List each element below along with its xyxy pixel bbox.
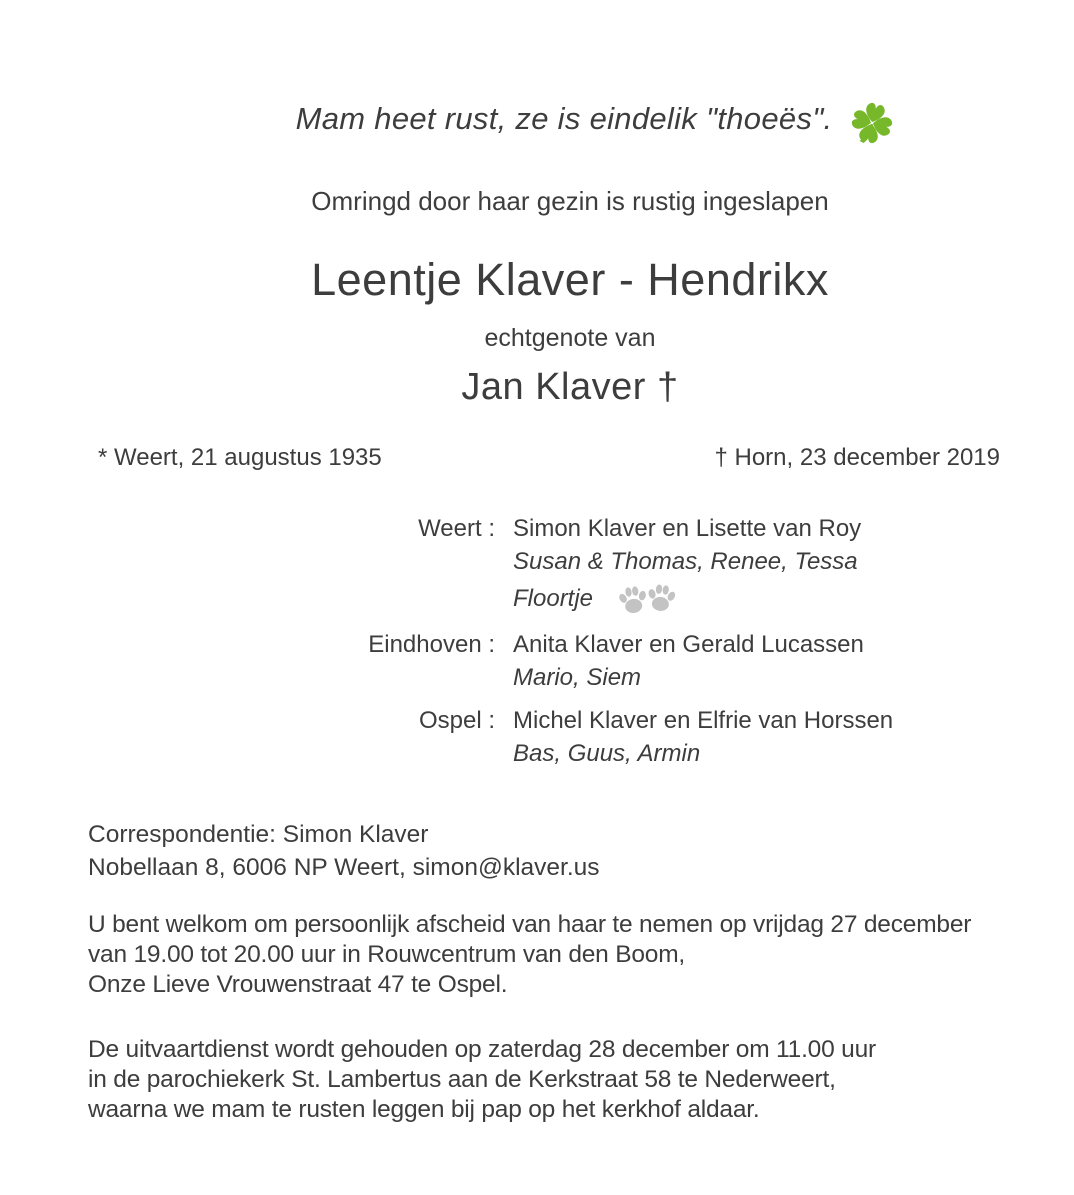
service-line: waarna we mam te rusten leggen bij pap op het kerkhof aldaar. [88, 1096, 760, 1123]
service-line: De uitvaartdienst wordt gehouden op zaterdag 28 december om 11.00 uur [88, 1036, 876, 1063]
life-dates [98, 444, 1000, 472]
family-children: Susan & Thomas, Renee, Tessa [513, 548, 858, 575]
service-line: in de parochiekerk St. Lambertus aan de Kerkstraat 58 te Nederweert, [88, 1066, 836, 1093]
family-children-paw-row [513, 578, 1074, 618]
visitation-section [88, 910, 1034, 1000]
family-names: Anita Klaver en Gerald Lucassen [513, 631, 864, 658]
family-children: Bas, Guus, Armin [513, 740, 701, 767]
family-names: Michel Klaver en Elfrie van Horssen [513, 707, 894, 734]
visitation-line: Onze Lieve Vrouwenstraat 47 te Ospel. [88, 971, 508, 998]
family-place: Eindhoven : [368, 631, 495, 658]
family-group-weert [0, 512, 1074, 618]
relation-label: echtgenote van [484, 324, 656, 352]
correspondence-address: Nobellaan 8, 6006 NP Weert, simon@klaver.us [88, 854, 600, 881]
family-names: Simon Klaver en Lisette van Roy [513, 515, 862, 542]
family-group-ospel [0, 704, 1074, 770]
opening-quote: Mam heet rust, ze is eindelik "thoeës". [295, 101, 833, 136]
announcement-line: Omringd door haar gezin is rustig ingeslapen [311, 186, 829, 216]
family-children: Floortje [513, 584, 594, 612]
spouse-name: Jan Klaver † [461, 366, 679, 408]
paw-prints-icon [617, 582, 679, 618]
family-place: Weert : [418, 515, 495, 542]
family-group-eindhoven [0, 628, 1074, 694]
death-date: † Horn, 23 december 2019 [714, 444, 1000, 471]
family-children: Mario, Siem [513, 664, 642, 691]
correspondence-contact: Correspondentie: Simon Klaver [88, 821, 429, 848]
family-list [0, 512, 1074, 770]
funeral-service-section [88, 1035, 1034, 1125]
clover-icon [846, 98, 896, 148]
visitation-line: van 19.00 tot 20.00 uur in Rouwcentrum van den Boom, [88, 941, 686, 968]
opening-quote-row [118, 94, 1074, 144]
birth-date: * Weert, 21 augustus 1935 [98, 444, 382, 471]
deceased-name: Leentje Klaver - Hendrikx [311, 254, 829, 305]
family-place: Ospel : [418, 707, 495, 734]
visitation-line: U bent welkom om persoonlijk afscheid van haar te nemen op vrijdag 27 december [88, 911, 972, 938]
correspondence-section [88, 818, 1034, 884]
